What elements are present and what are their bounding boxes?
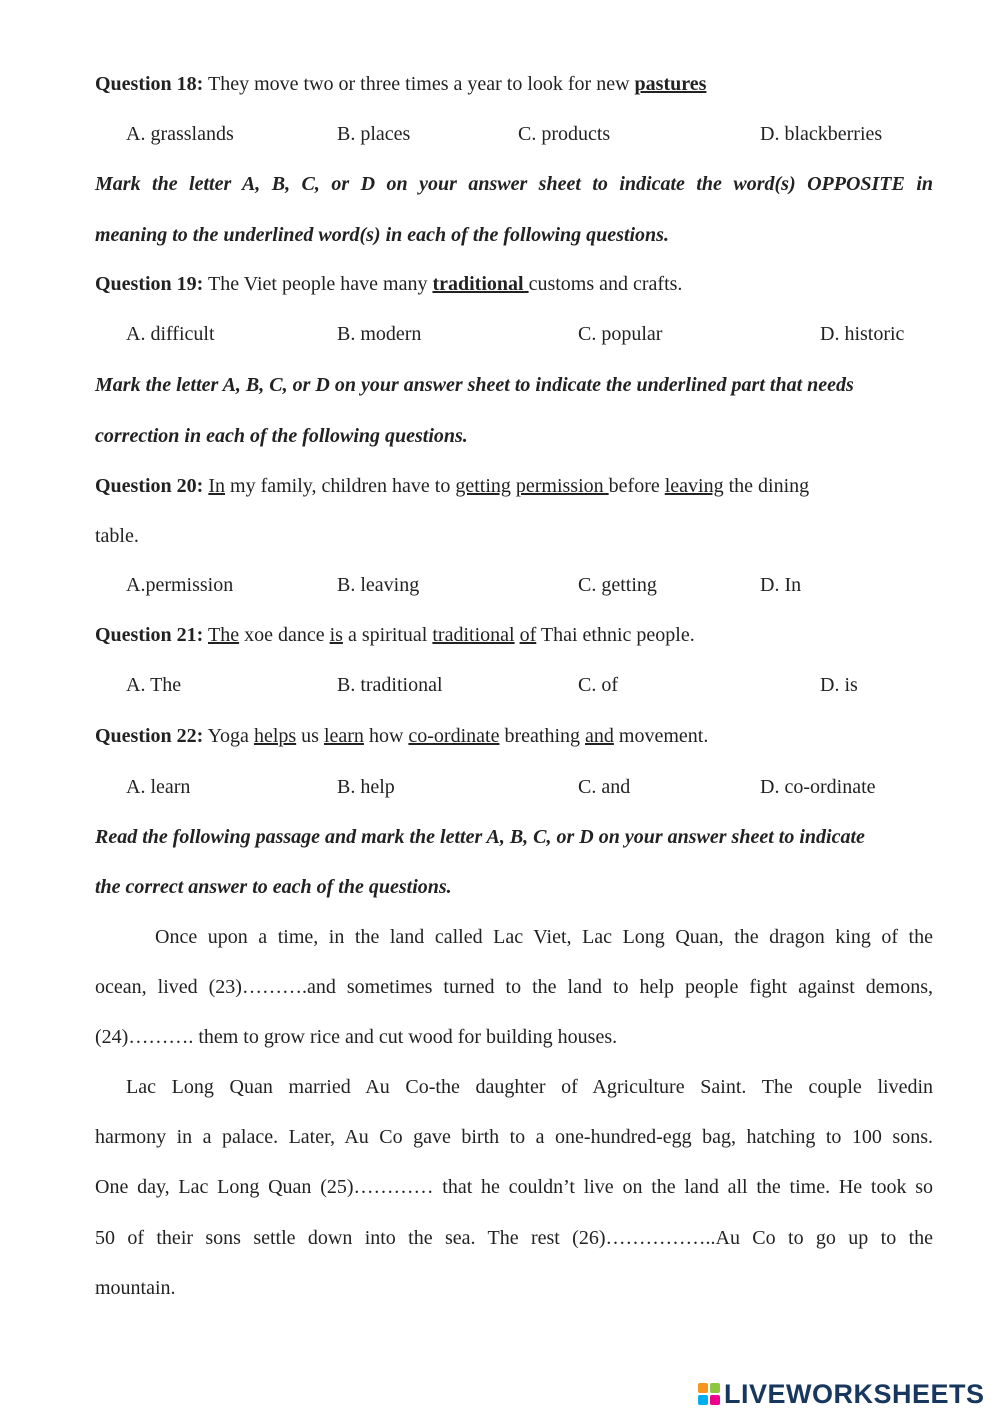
q22-option-a[interactable]: A. learn bbox=[126, 776, 191, 798]
q22-text-2: how bbox=[363, 725, 409, 747]
instruction-reading-line-1: Read the following passage and mark the letter A, B, C, or D on your answer sheet to indicate bbox=[95, 826, 865, 848]
q18-option-c[interactable]: C. products bbox=[518, 123, 611, 145]
instruction-opposite-line-2: meaning to the underlined word(s) in each of the following questions. bbox=[95, 224, 669, 246]
question-21-label: Question 21: bbox=[95, 624, 204, 646]
question-20-line-2: table. bbox=[95, 525, 139, 547]
q22-option-b[interactable]: B. help bbox=[337, 776, 395, 798]
instruction-opposite-line-1: Mark the letter A, B, C, or D on your answer sheet to indicate the word(s) OPPOSITE in bbox=[95, 173, 933, 195]
question-22-options bbox=[0, 775, 1000, 799]
q19-option-b[interactable]: B. modern bbox=[337, 323, 422, 345]
logo-square-4 bbox=[710, 1395, 720, 1405]
q22-text-3: breathing bbox=[499, 725, 585, 747]
q22-underlined-helps: helps bbox=[253, 725, 297, 747]
q22-underlined-learn: learn bbox=[323, 725, 364, 747]
q20-underlined-in: In bbox=[208, 475, 226, 497]
question-18-label: Question 18: bbox=[95, 73, 204, 95]
question-19 bbox=[95, 272, 682, 296]
q22-option-c[interactable]: C. and bbox=[578, 776, 631, 798]
liveworksheets-logo-mark bbox=[698, 1383, 720, 1405]
q22-text-1: us bbox=[296, 725, 324, 747]
q20-underlined-permission: permission bbox=[515, 475, 609, 497]
question-19-target: traditional bbox=[432, 273, 529, 295]
logo-square-1 bbox=[698, 1383, 708, 1393]
passage-p2-line-5: mountain. bbox=[95, 1277, 176, 1299]
q20-text-4: the dining bbox=[723, 475, 810, 497]
question-21 bbox=[95, 623, 695, 647]
q21-underlined-of: of bbox=[519, 624, 537, 646]
instruction-correction-line-1: Mark the letter A, B, C, or D on your answer sheet to indicate the underlined part that needs bbox=[95, 374, 854, 396]
q20-text-3: before bbox=[608, 475, 665, 497]
q22-underlined-and: and bbox=[585, 725, 614, 747]
logo-square-2 bbox=[710, 1383, 720, 1393]
question-19-post: customs and crafts. bbox=[528, 273, 683, 295]
q20-text-1: my family, children have to bbox=[225, 475, 456, 497]
q20-underlined-getting: getting bbox=[455, 475, 511, 497]
question-18 bbox=[95, 72, 706, 96]
q21-option-d[interactable]: D. is bbox=[820, 674, 858, 696]
q21-underlined-the: The bbox=[207, 624, 240, 646]
q22-text-0: Yoga bbox=[207, 725, 254, 747]
q21-text-1: xoe dance bbox=[239, 624, 330, 646]
q21-option-b[interactable]: B. traditional bbox=[337, 674, 443, 696]
instruction-reading-line-2: the correct answer to each of the questions. bbox=[95, 876, 452, 898]
liveworksheets-logo-text: LIVEWORKSHEETS bbox=[724, 1378, 985, 1409]
q21-text-4: Thai ethnic people. bbox=[536, 624, 695, 646]
passage-p2-line-2: harmony in a palace. Later, Au Co gave birth to a one-hundred-egg bag, hatching to 100 sons. bbox=[95, 1126, 933, 1148]
logo-square-3 bbox=[698, 1395, 708, 1405]
q22-underlined-co-ordinate: co-ordinate bbox=[408, 725, 500, 747]
q21-option-c[interactable]: C. of bbox=[578, 674, 618, 696]
q20-option-b[interactable]: B. leaving bbox=[337, 574, 420, 596]
passage-p1-line-1: Once upon a time, in the land called Lac Viet, Lac Long Quan, the dragon king of the bbox=[155, 926, 933, 948]
q19-option-d[interactable]: D. historic bbox=[820, 323, 905, 345]
q20-underlined-leaving: leaving bbox=[664, 475, 724, 497]
question-22-label: Question 22: bbox=[95, 725, 204, 747]
passage-p1-line-3: (24)………. them to grow rice and cut wood for building houses. bbox=[95, 1026, 618, 1048]
q18-option-d[interactable]: D. blackberries bbox=[760, 123, 883, 145]
passage-p2-line-1: Lac Long Quan married Au Co-the daughter of Agriculture Saint. The couple livedin bbox=[126, 1076, 933, 1098]
question-20-label: Question 20: bbox=[95, 475, 204, 497]
q20-option-c[interactable]: C. getting bbox=[578, 574, 657, 596]
q18-option-a[interactable]: A. grasslands bbox=[126, 123, 234, 145]
liveworksheets-logo bbox=[698, 1377, 985, 1411]
question-20 bbox=[95, 474, 809, 498]
q19-option-c[interactable]: C. popular bbox=[578, 323, 663, 345]
passage-p2-line-4: 50 of their sons settle down into the sea. The rest (26)……………..Au Co to go up to the bbox=[95, 1227, 933, 1249]
passage-p2-line-3: One day, Lac Long Quan (25)………… that he couldn’t live on the land all the time. He took so bbox=[95, 1176, 933, 1198]
question-19-options bbox=[0, 322, 1000, 346]
question-20-options bbox=[0, 573, 1000, 597]
q21-option-a[interactable]: A. The bbox=[126, 674, 182, 696]
q19-option-a[interactable]: A. difficult bbox=[126, 323, 215, 345]
q22-text-4: movement. bbox=[613, 725, 709, 747]
q22-option-d[interactable]: D. co-ordinate bbox=[760, 776, 876, 798]
question-18-options bbox=[0, 122, 1000, 146]
q21-underlined-is: is bbox=[329, 624, 343, 646]
q18-option-b[interactable]: B. places bbox=[337, 123, 411, 145]
question-18-text: They move two or three times a year to look for new bbox=[207, 73, 630, 95]
question-18-target: pastures bbox=[634, 73, 707, 95]
q20-option-a[interactable]: A.permission bbox=[126, 574, 234, 596]
question-19-pre: The Viet people have many bbox=[207, 273, 428, 295]
question-21-options bbox=[0, 673, 1000, 697]
q21-text-2: a spiritual bbox=[342, 624, 433, 646]
q20-option-d[interactable]: D. In bbox=[760, 574, 802, 596]
question-19-label: Question 19: bbox=[95, 273, 204, 295]
instruction-correction-line-2: correction in each of the following questions. bbox=[95, 425, 468, 447]
q21-underlined-traditional: traditional bbox=[432, 624, 515, 646]
question-22 bbox=[95, 724, 708, 748]
passage-p1-line-2: ocean, lived (23)……….and sometimes turned to the land to help people fight against demons, bbox=[95, 976, 933, 998]
